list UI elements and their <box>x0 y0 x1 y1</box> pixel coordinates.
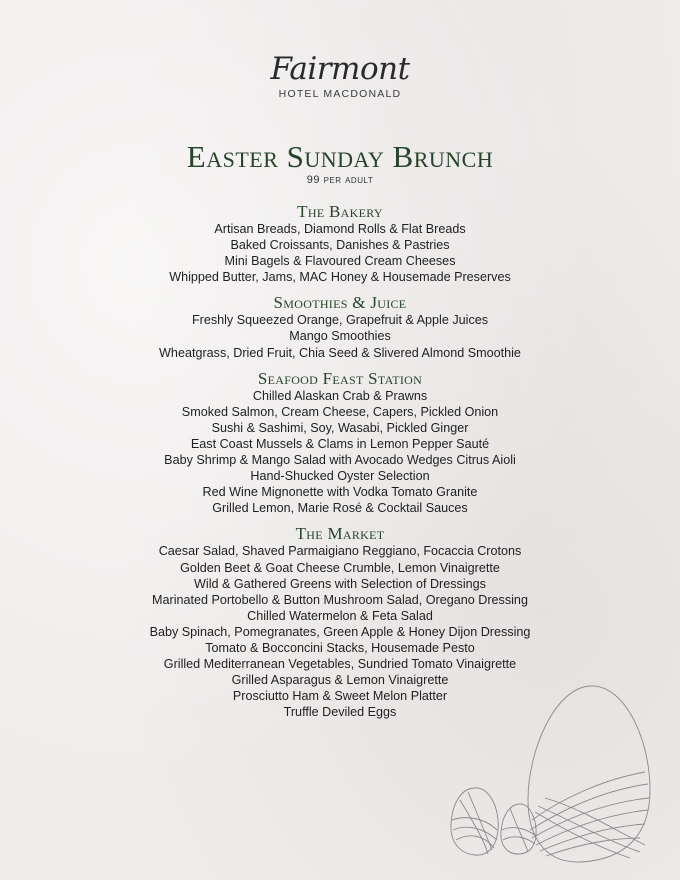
logo-brand: Fairmont <box>270 51 410 87</box>
menu-item: Baby Spinach, Pomegranates, Green Apple & Honey Dijon Dressing <box>149 624 531 639</box>
menu-item: Hand-Shucked Oyster Selection <box>250 469 430 484</box>
menu-item: Prosciutto Ham & Sweet Melon Platter <box>232 689 448 704</box>
menu-item: Wild & Gathered Greens with Selection of Dressings <box>194 576 486 591</box>
menu-item: Mini Bagels & Flavoured Cream Cheeses <box>224 254 456 269</box>
menu-section <box>0 369 680 517</box>
section-title: Smoothies & Juice <box>273 293 407 313</box>
menu-item: Truffle Deviled Eggs <box>283 705 397 720</box>
menu-section <box>0 202 680 285</box>
menu-item: Tomato & Bocconcini Stacks, Housemade Pesto <box>205 640 475 655</box>
menu-item: Red Wine Mignonette with Vodka Tomato Granite <box>202 485 478 500</box>
menu-item: Artisan Breads, Diamond Rolls & Flat Breads <box>214 222 466 236</box>
menu-item: Freshly Squeezed Orange, Grapefruit & Apple Juices <box>191 313 489 328</box>
menu-item: East Coast Mussels & Clams in Lemon Pepper Sauté <box>190 436 490 451</box>
menu-item: Grilled Lemon, Marie Rosé & Cocktail Sauces <box>212 501 468 516</box>
section-title: The Bakery <box>297 202 383 221</box>
menu-item: Marinated Portobello & Button Mushroom Salad, Oregano Dressing <box>152 592 528 607</box>
menu-item: Wheatgrass, Dried Fruit, Chia Seed & Slivered Almond Smoothie <box>159 345 521 360</box>
menu-item: Chilled Watermelon & Feta Salad <box>247 608 433 623</box>
menu-item: Whipped Butter, Jams, MAC Honey & Housemade Preserves <box>169 270 511 285</box>
menu-item: Grilled Asparagus & Lemon Vinaigrette <box>231 673 449 688</box>
menu-section <box>0 293 680 360</box>
menu-price: 99 per adult <box>306 174 374 186</box>
hotel-logo <box>0 52 680 100</box>
menu-item: Baked Croissants, Danishes & Pastries <box>230 238 450 253</box>
section-title: The Market <box>295 524 385 544</box>
menu-item: Chilled Alaskan Crab & Prawns <box>252 388 428 403</box>
menu-item: Sushi & Sashimi, Soy, Wasabi, Pickled Ginger <box>211 420 469 435</box>
menu-item: Smoked Salmon, Cream Cheese, Capers, Pickled Onion <box>181 404 499 419</box>
menu-title: Easter Sunday Brunch <box>186 139 494 174</box>
menu-item: Caesar Salad, Shaved Parmaigiano Reggiano, Focaccia Crotons <box>158 544 522 559</box>
menu-item: Grilled Mediterranean Vegetables, Sundried Tomato Vinaigrette <box>163 657 517 672</box>
menu-item: Baby Shrimp & Mango Salad with Avocado Wedges Citrus Aioli <box>164 453 516 468</box>
menu-item: Golden Beet & Goat Cheese Crumble, Lemon Vinaigrette <box>180 560 500 575</box>
easter-eggs-illustration <box>440 680 670 870</box>
menu-sections <box>0 202 680 728</box>
logo-subtitle: HOTEL MACDONALD <box>278 88 402 100</box>
menu-item: Mango Smoothies <box>289 329 391 344</box>
section-title: Seafood Feast Station <box>257 368 423 388</box>
